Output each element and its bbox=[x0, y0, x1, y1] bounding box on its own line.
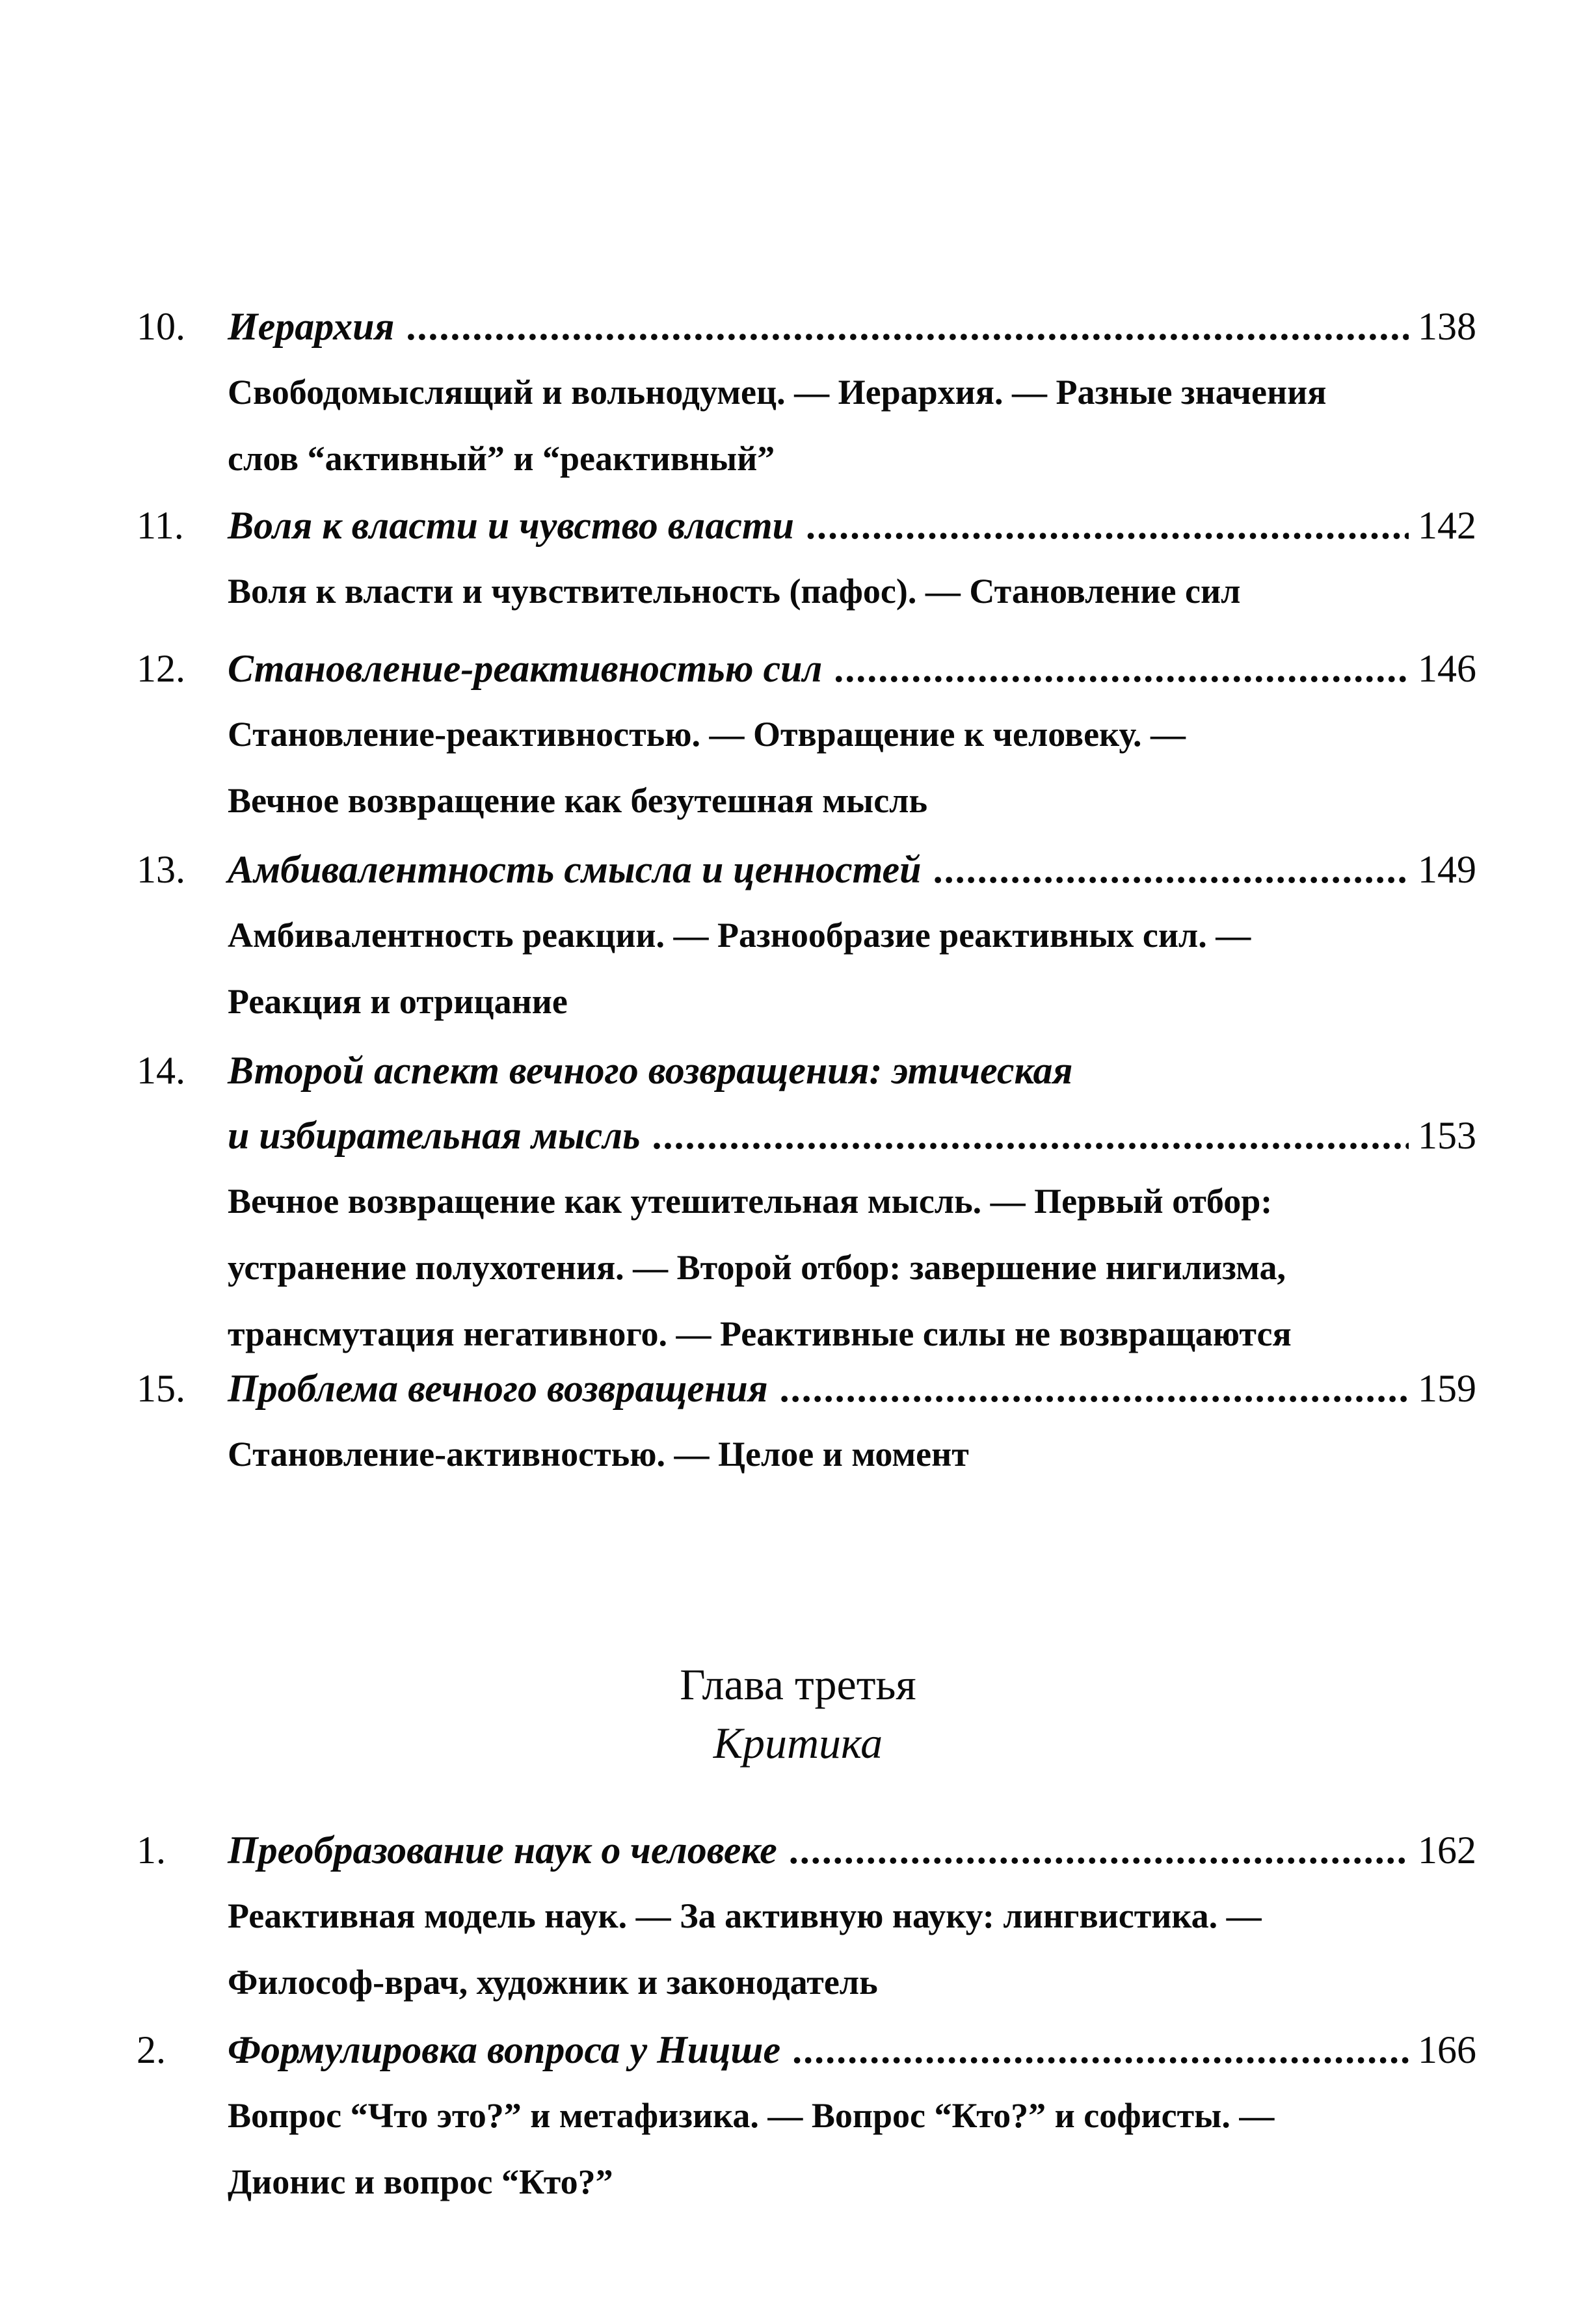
description-line: Вопрос “Что это?” и метафизика. — Вопрос “Кто?” и софисты. — bbox=[228, 2096, 1275, 2135]
description-line: Философ-врач, художник и законодатель bbox=[228, 1963, 878, 2002]
toc-entry-heading bbox=[137, 1818, 1476, 1883]
toc-entry bbox=[137, 636, 1476, 834]
toc-entry-number: 2. bbox=[137, 2028, 166, 2071]
toc-entry-heading bbox=[137, 2017, 1476, 2082]
toc-entry-number: 12. bbox=[137, 647, 185, 690]
dot-leader bbox=[806, 493, 1409, 558]
toc-entry-description bbox=[228, 1421, 1476, 1487]
chapter-label: Глава третья bbox=[680, 1660, 916, 1709]
toc-entry-description bbox=[228, 1168, 1476, 1367]
description-line: трансмутация негативного. — Реактивные силы не возвращаются bbox=[228, 1314, 1292, 1353]
toc-entry-title: Иерархия bbox=[228, 305, 395, 348]
toc-entry-title: Амбивалентность смысла и ценностей bbox=[228, 848, 922, 891]
description-line: Реактивная модель наук. — За активную науку: лингвистика. — bbox=[228, 1896, 1262, 1935]
toc-entry bbox=[137, 493, 1476, 624]
description-line: Воля к власти и чувствительность (пафос). — Становление сил bbox=[228, 572, 1241, 611]
toc-entry-page-number: 142 bbox=[1418, 504, 1476, 547]
toc-entry-heading bbox=[137, 1356, 1476, 1421]
toc-entry-title: Воля к власти и чувство власти bbox=[228, 504, 794, 547]
toc-entry-title: Второй аспект вечного возвращения: этическая bbox=[228, 1049, 1073, 1092]
toc-entry-page-number: 138 bbox=[1418, 305, 1476, 348]
toc-entry-number: 13. bbox=[137, 848, 185, 891]
description-line: Дионис и вопрос “Кто?” bbox=[228, 2162, 613, 2201]
toc-entry-description bbox=[228, 701, 1476, 834]
toc-entry bbox=[137, 294, 1476, 492]
dot-leader bbox=[792, 2017, 1409, 2082]
description-line: слов “активный” и “реактивный” bbox=[228, 439, 775, 478]
dot-leader bbox=[780, 1356, 1409, 1421]
toc-entry-number: 1. bbox=[137, 1829, 166, 1872]
toc-entry-heading bbox=[137, 636, 1476, 701]
toc-entry-heading bbox=[137, 1103, 1476, 1168]
toc-entry-page-number: 162 bbox=[1418, 1829, 1476, 1872]
toc-entry-page-number: 159 bbox=[1418, 1367, 1476, 1410]
chapter-title: Критика bbox=[713, 1718, 883, 1768]
toc-entry bbox=[137, 1038, 1476, 1367]
toc-entry-title-continued: и избирательная мысль bbox=[228, 1114, 641, 1157]
description-line: Реакция и отрицание bbox=[228, 982, 568, 1021]
toc-entry-description bbox=[228, 1883, 1476, 2015]
toc-entry-page-number: 146 bbox=[1418, 647, 1476, 690]
toc-entry-description bbox=[228, 2082, 1476, 2215]
toc-entry-title: Проблема вечного возвращения bbox=[228, 1367, 768, 1410]
toc-entry-number: 15. bbox=[137, 1367, 185, 1410]
toc-entry-number: 14. bbox=[137, 1049, 185, 1092]
toc-entry bbox=[137, 1356, 1476, 1487]
toc-entry-heading bbox=[137, 493, 1476, 558]
toc-entry-number: 10. bbox=[137, 305, 185, 348]
dot-leader bbox=[834, 636, 1409, 701]
description-line: Вечное возвращение как безутешная мысль bbox=[228, 781, 928, 820]
toc-entry-description bbox=[228, 558, 1476, 624]
description-line: Становление-активностью. — Целое и момент bbox=[228, 1435, 969, 1474]
description-line: Свободомыслящий и вольнодумец. — Иерархия. — Разные значения bbox=[228, 373, 1327, 412]
description-line: Становление-реактивностью. — Отвращение к человеку. — bbox=[228, 715, 1186, 754]
dot-leader bbox=[652, 1103, 1409, 1168]
toc-entry-title: Преобразование наук о человеке bbox=[228, 1829, 777, 1872]
description-line: Амбивалентность реакции. — Разнообразие реактивных сил. — bbox=[228, 916, 1251, 955]
toc-entry bbox=[137, 1818, 1476, 2015]
dot-leader bbox=[406, 294, 1409, 359]
description-line: устранение полухотения. — Второй отбор: завершение нигилизма, bbox=[228, 1248, 1286, 1287]
toc-entry-page-number: 149 bbox=[1418, 848, 1476, 891]
chapter-heading bbox=[0, 1655, 1596, 1772]
toc-entry-title: Становление-реактивностью сил bbox=[228, 647, 823, 690]
toc-entry-description bbox=[228, 359, 1476, 492]
dot-leader bbox=[789, 1818, 1409, 1883]
toc-entry-description bbox=[228, 902, 1476, 1035]
toc-entry-heading bbox=[137, 294, 1476, 359]
toc-entry-page-number: 166 bbox=[1418, 2028, 1476, 2071]
toc-entry bbox=[137, 837, 1476, 1035]
toc-entry-title: Формулировка вопроса у Ницше bbox=[228, 2028, 781, 2071]
toc-entry-heading bbox=[137, 837, 1476, 902]
toc-entry-number: 11. bbox=[137, 504, 184, 547]
toc-entry bbox=[137, 2017, 1476, 2215]
toc-entry-page-number: 153 bbox=[1418, 1114, 1476, 1157]
description-line: Вечное возвращение как утешительная мысль. — Первый отбор: bbox=[228, 1182, 1273, 1221]
toc-entry-heading-first-line bbox=[137, 1038, 1476, 1103]
dot-leader bbox=[933, 837, 1409, 902]
